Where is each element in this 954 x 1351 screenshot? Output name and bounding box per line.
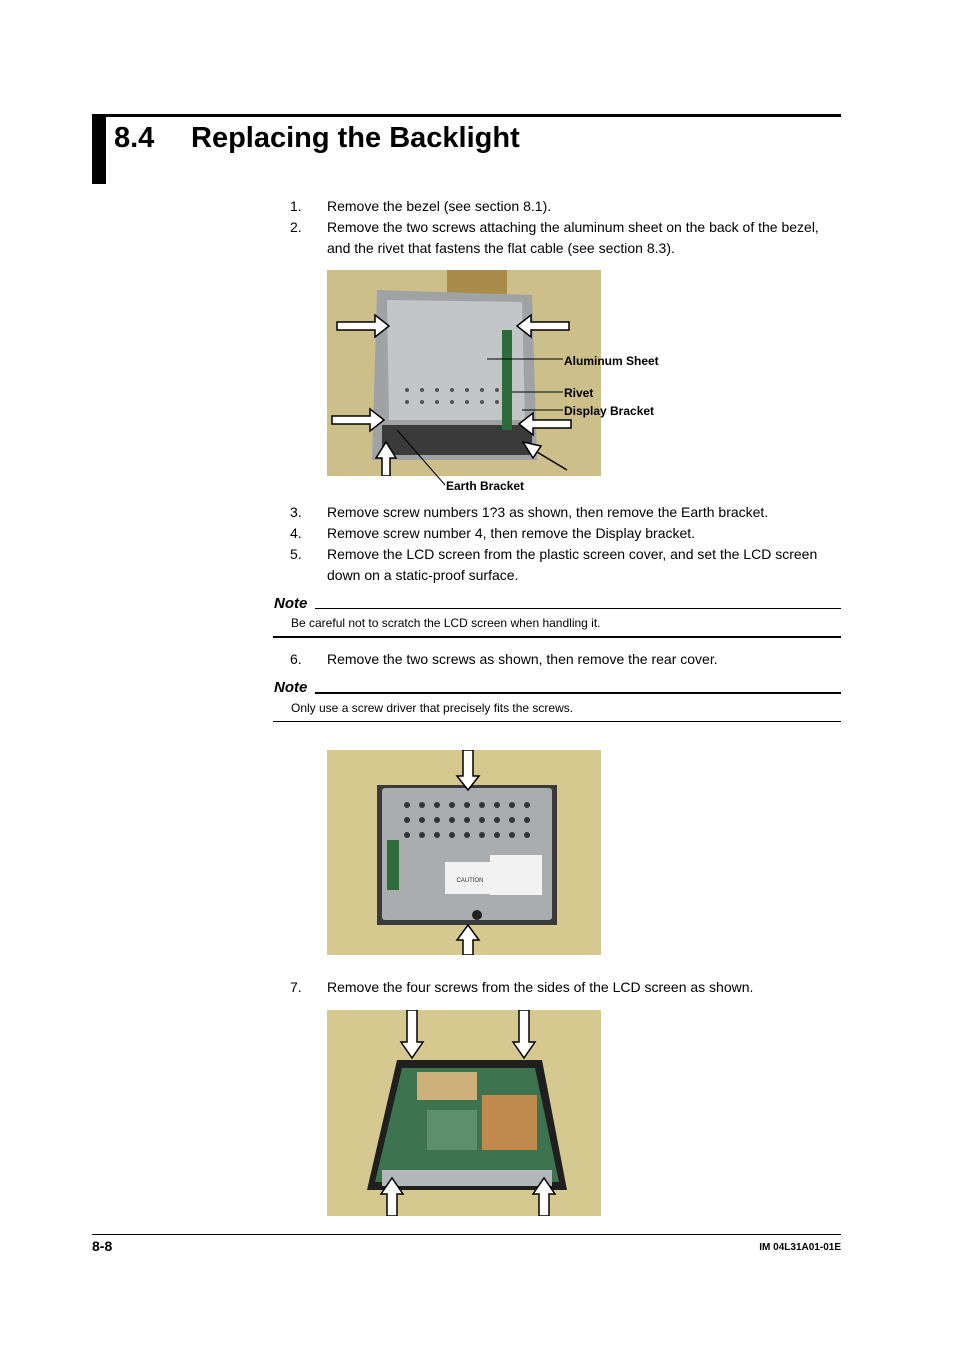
- note-bottom-rule: [273, 721, 841, 722]
- note-top-rule: [315, 692, 841, 694]
- step-number: 4.: [290, 525, 302, 541]
- step-text: Remove the LCD screen from the plastic screen cover, and set the LCD screen down on a static-proof surface.: [327, 546, 818, 583]
- step-number: 7.: [290, 979, 302, 995]
- section-number: 8.4: [114, 122, 155, 154]
- step-number: 3.: [290, 504, 302, 520]
- step-number: 2.: [290, 219, 302, 235]
- step-number: 5.: [290, 546, 302, 562]
- caution-label: CAUTION: [456, 878, 484, 884]
- note-top-rule: [315, 608, 841, 609]
- callout-rivet: Rivet: [564, 386, 594, 400]
- rear-cover-photo: [327, 750, 601, 955]
- step-number: 1.: [290, 198, 302, 214]
- note-text: Only use a screw driver that precisely fits the screws.: [291, 701, 574, 715]
- step-text: Remove the two screws as shown, then remove the rear cover.: [327, 651, 718, 667]
- header-rule: [106, 114, 841, 117]
- callout-lines: [327, 270, 954, 510]
- callout-aluminum-sheet: Aluminum Sheet: [564, 354, 659, 368]
- page-title: Replacing the Backlight: [191, 122, 520, 154]
- lcd-sides-photo: [327, 1010, 601, 1216]
- callout-display-bracket: Display Bracket: [564, 404, 655, 418]
- note-bottom-rule: [273, 636, 841, 638]
- note-label: Note: [274, 595, 308, 612]
- section-marker-bar: [92, 114, 106, 184]
- note-label: Note: [274, 679, 308, 696]
- step-text: Remove the two screws attaching the aluminum sheet on the back of the bezel, and the rivet that fastens the flat cable (see section 8.3).: [327, 219, 819, 256]
- document-id: IM 04L31A01-01E: [759, 1242, 841, 1253]
- step-number: 6.: [290, 651, 302, 667]
- footer-rule: [92, 1234, 841, 1235]
- step-text: Remove screw numbers 1?3 as shown, then remove the Earth bracket.: [327, 504, 769, 520]
- callout-earth-bracket: Earth Bracket: [446, 479, 525, 493]
- step-text: Remove the four screws from the sides of the LCD screen as shown.: [327, 979, 754, 995]
- step-text: Remove the bezel (see section 8.1).: [327, 198, 552, 214]
- step-text: Remove screw number 4, then remove the Display bracket.: [327, 525, 696, 541]
- page-number: 8-8: [92, 1238, 113, 1254]
- note-text: Be careful not to scratch the LCD screen when handling it.: [291, 616, 601, 630]
